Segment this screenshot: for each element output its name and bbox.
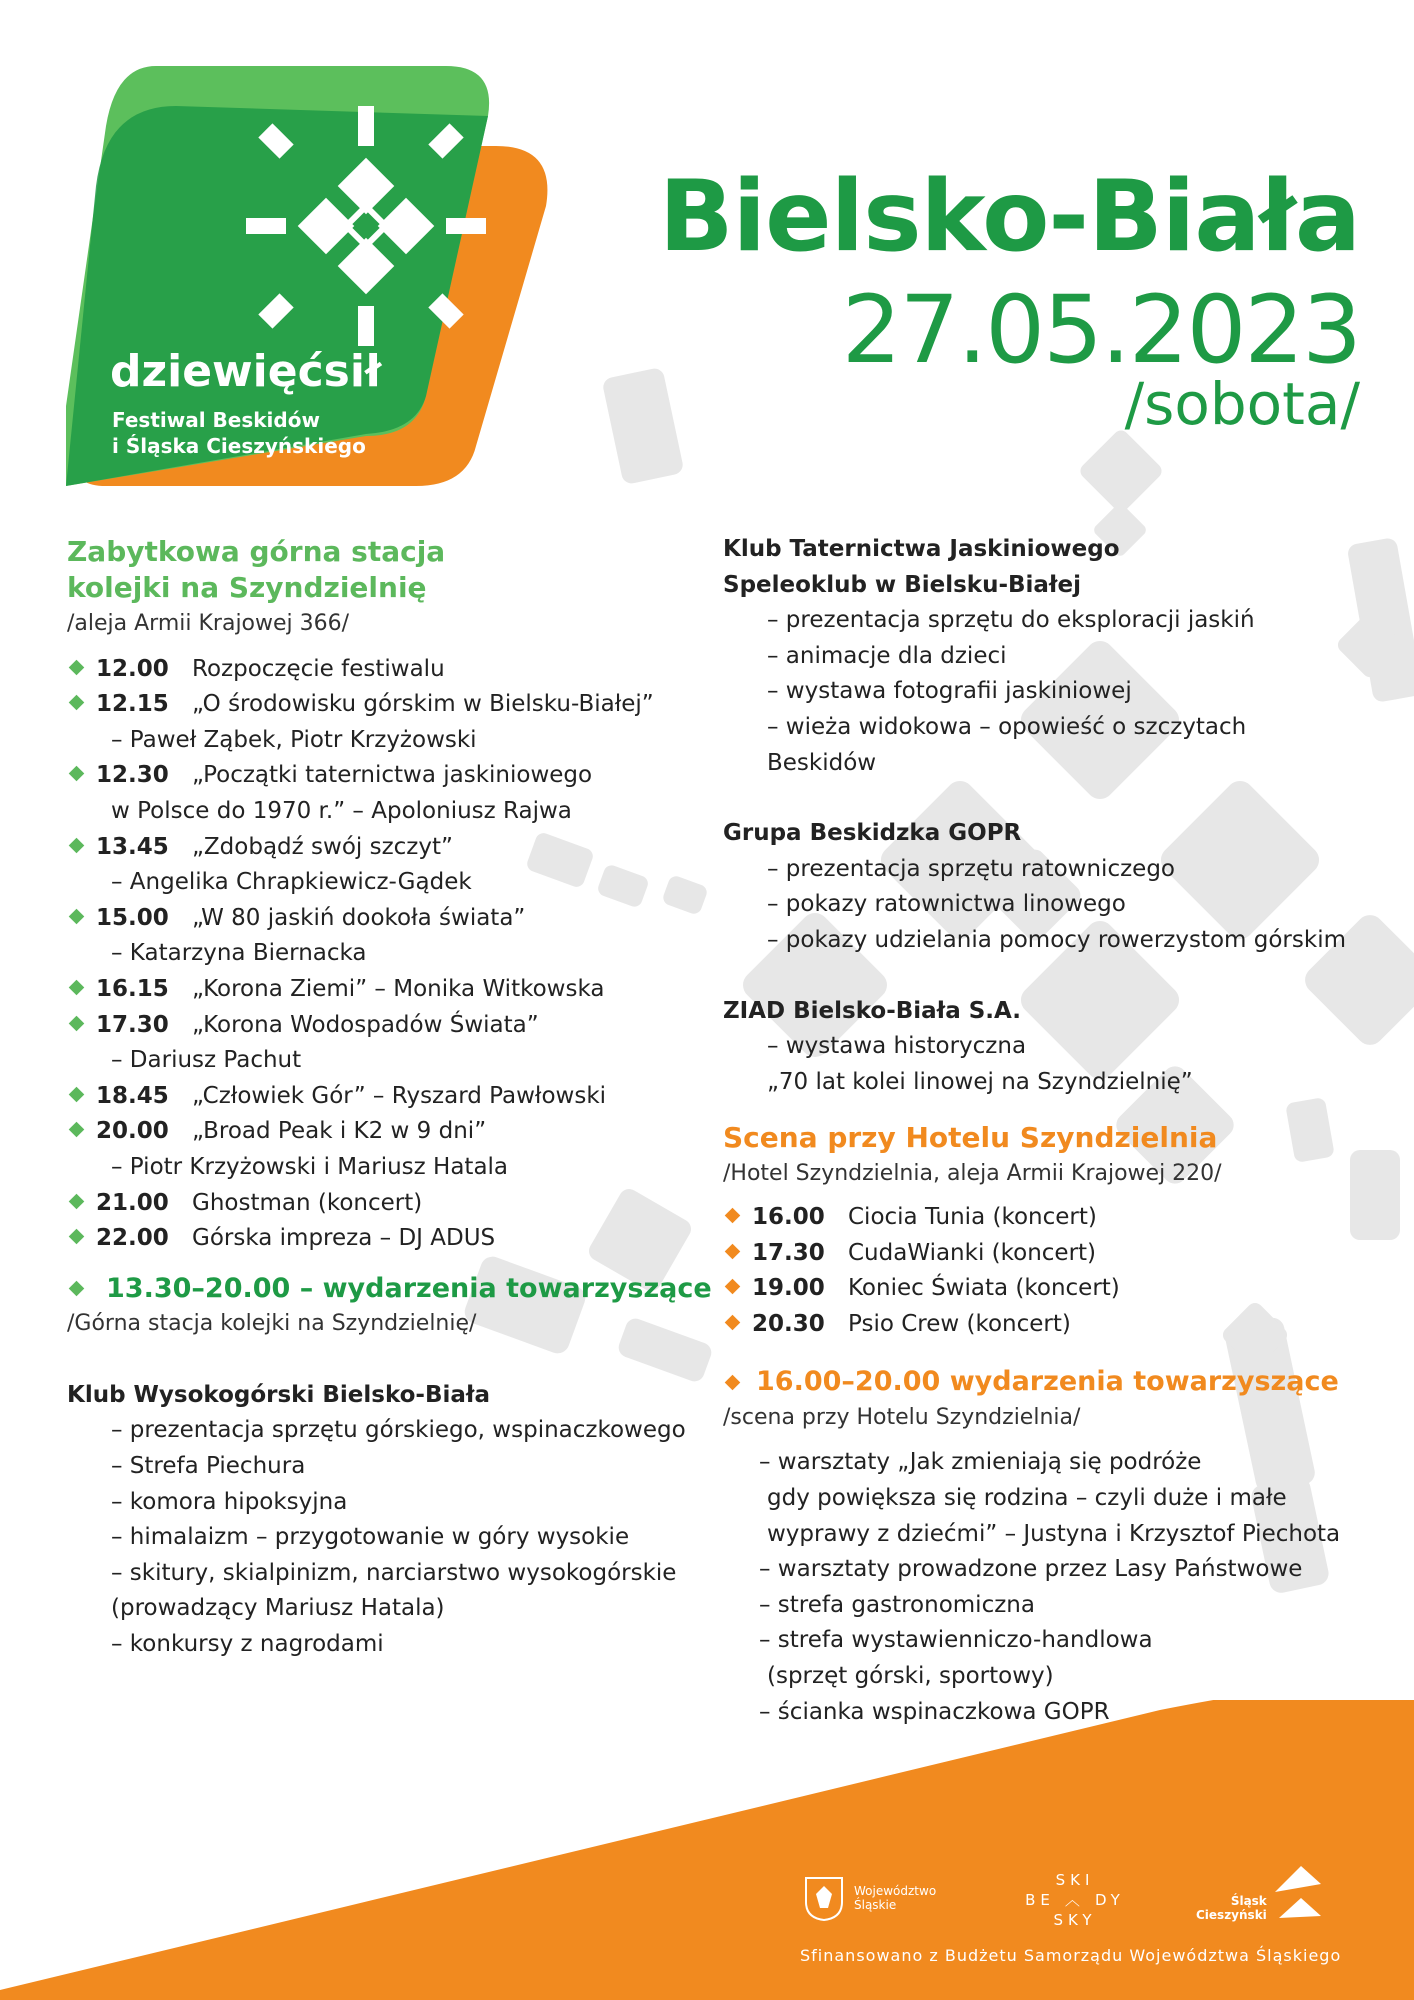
sponsor2-line2b: DY (1094, 1891, 1125, 1909)
bullet-icon (69, 659, 85, 675)
side-events-address: /Górna stacja kolejki na Szyndzielnię/ (67, 1311, 477, 1337)
bullet-icon (725, 1374, 741, 1390)
snowflake-icon (236, 96, 496, 356)
stage-events-address: /scena przy Hotelu Szyndzielnia/ (723, 1404, 1081, 1430)
logo-subtitle-1: Festiwal Beskidów (112, 408, 320, 432)
list-item: – wystawa historyczna (767, 1033, 1027, 1060)
bullet-icon (725, 1208, 741, 1224)
schedule-row: 18.45 „Człowiek Gór” – Ryszard Pawłowski (67, 1079, 707, 1115)
schedule-row: 20.00 „Broad Peak i K2 w 9 dni” (67, 1114, 707, 1150)
list-item: – animacje dla dzieci (767, 642, 1007, 669)
bullet-icon (725, 1279, 741, 1295)
mountain-logo-icon (1273, 1862, 1323, 1922)
schedule-row: 12.15 „O środowisku górskim w Bielsku-Białej” (67, 687, 707, 723)
list-item: – skitury, skialpinizm, narciarstwo wysokogórskie (111, 1559, 677, 1586)
list-item: – konkursy z nagrodami (111, 1631, 384, 1658)
schedule-row: 16.15 „Korona Ziemi” – Monika Witkowska (67, 972, 707, 1008)
org2-items (723, 852, 1373, 959)
city-title: Bielsko-Biała (658, 160, 1360, 274)
schedule-speaker: w Polsce do 1970 r.” – Apoloniusz Rajwa (111, 797, 572, 824)
bullet-icon (69, 837, 85, 853)
list-item: wyprawy z dziećmi” – Justyna i Krzysztof Piechota (767, 1520, 1341, 1547)
stage-events-title: 16.00–20.00 wydarzenia towarzyszące (723, 1364, 1373, 1400)
sponsor-slask-cieszynski (1196, 1862, 1323, 1922)
club-items (67, 1413, 707, 1662)
schedule-speaker: – Dariusz Pachut (111, 1047, 302, 1074)
bullet-icon (69, 980, 85, 996)
schedule-row: 22.00 Górska impreza – DJ ADUS (67, 1221, 707, 1257)
schedule-speaker: – Katarzyna Biernacka (111, 940, 367, 967)
sponsor-skibedysky (1010, 1870, 1140, 1930)
list-item: – strefa wystawienniczo-handlowa (759, 1627, 1153, 1654)
schedule-row: 17.30 „Korona Wodospadów Świata” (67, 1008, 707, 1044)
right-column (723, 532, 1373, 1730)
sponsor3-line2: Cieszyński (1196, 1908, 1267, 1922)
org3-name: ZIAD Bielsko-Biała S.A. (723, 997, 1022, 1024)
list-item: – Strefa Piechura (111, 1453, 306, 1480)
sponsor3-line1: Śląsk (1230, 1894, 1267, 1908)
schedule-speaker: – Paweł Ząbek, Piotr Krzyżowski (111, 726, 477, 753)
bullet-icon (725, 1243, 741, 1259)
bullet-icon (69, 1086, 85, 1102)
list-item: – warsztaty „Jak zmieniają się podróże (759, 1449, 1202, 1476)
club-name: Klub Wysokogórski Bielsko-Biała (67, 1381, 490, 1408)
schedule-row: 16.00 Ciocia Tunia (koncert) (723, 1200, 1373, 1236)
bullet-icon (69, 1015, 85, 1031)
funding-note: Sfinansowano z Budżetu Samorządu Województwa Śląskiego (800, 1946, 1342, 1965)
side-events-title: 13.30–20.00 – wydarzenia towarzyszące (67, 1271, 707, 1307)
bullet-icon (69, 695, 85, 711)
bullet-icon (69, 1193, 85, 1209)
list-item: – komora hipoksyjna (111, 1488, 348, 1515)
sponsor2-line3: SKY (1053, 1911, 1097, 1929)
eagle-crest-icon (802, 1874, 846, 1922)
list-item: „70 lat kolei linowej na Szyndzielnię” (767, 1068, 1193, 1095)
list-item: – prezentacja sprzętu górskiego, wspinaczkowego (111, 1417, 686, 1444)
bullet-icon (69, 1281, 85, 1297)
schedule-row: 17.30 CudaWianki (koncert) (723, 1236, 1373, 1272)
bullet-icon (69, 1229, 85, 1245)
schedule-row: 13.45 „Zdobądź swój szczyt” (67, 830, 707, 866)
org1-name-line2: Speleoklub w Bielsku-Białej (723, 571, 1081, 598)
org1-items (723, 603, 1373, 781)
event-day: /sobota/ (1124, 370, 1360, 438)
schedule-row: 12.00 Rozpoczęcie festiwalu (67, 652, 707, 688)
schedule-speaker: – Angelika Chrapkiewicz-Gądek (111, 869, 472, 896)
org2-name: Grupa Beskidzka GOPR (723, 820, 1022, 847)
list-item: – ścianka wspinaczkowa GOPR (759, 1698, 1110, 1725)
logo-name: dziewięćsił (110, 346, 382, 397)
venue-title-line1: Zabytkowa górna stacja (67, 535, 446, 568)
stage-events-items (723, 1445, 1373, 1730)
list-item: (sprzęt górski, sportowy) (767, 1663, 1054, 1690)
stage-title: Scena przy Hotelu Szyndzielnia (723, 1121, 1218, 1155)
sponsor2-line2a: BE (1025, 1891, 1055, 1909)
sponsor-wojewodztwo (802, 1874, 936, 1922)
list-item: – strefa gastronomiczna (759, 1591, 1035, 1618)
list-item: – pokazy ratownictwa linowego (767, 891, 1126, 918)
schedule-row: 21.00 Ghostman (koncert) (67, 1186, 707, 1222)
left-column (67, 534, 712, 1663)
stage-schedule (723, 1200, 1373, 1342)
list-item: – himalaizm – przygotowanie w góry wysokie (111, 1524, 630, 1551)
venue-title-line2: kolejki na Szyndzielnię (67, 571, 427, 604)
bullet-icon (725, 1314, 741, 1330)
list-item: – wieża widokowa – opowieść o szczytach (767, 713, 1247, 740)
list-item: – wystawa fotografii jaskiniowej (767, 678, 1132, 705)
festival-logo (66, 66, 556, 490)
schedule-row: 15.00 „W 80 jaskiń dookoła świata” (67, 901, 707, 937)
event-date: 27.05.2023 (841, 276, 1360, 385)
mountain-icon: ︿ (1064, 1891, 1085, 1909)
bullet-icon (69, 908, 85, 924)
bullet-icon (69, 1122, 85, 1138)
list-item: – prezentacja sprzętu ratowniczego (767, 855, 1175, 882)
list-item: (prowadzący Mariusz Hatala) (111, 1595, 445, 1622)
sponsor2-line1: SKI (1055, 1871, 1095, 1889)
schedule-row: 20.30 Psio Crew (koncert) (723, 1307, 1373, 1343)
schedule-speaker: – Piotr Krzyżowski i Mariusz Hatala (111, 1153, 509, 1180)
sponsor1-line2: Śląskie (854, 1898, 897, 1912)
bullet-icon (69, 766, 85, 782)
list-item: – pokazy udzielania pomocy rowerzystom górskim (767, 926, 1346, 953)
org3-items (723, 1029, 1373, 1100)
list-item: – prezentacja sprzętu do eksploracji jaskiń (767, 607, 1255, 634)
sponsor1-line1: Województwo (854, 1884, 937, 1898)
org1-name-line1: Klub Taternictwa Jaskiniowego (723, 536, 1120, 562)
logo-subtitle-2: i Śląska Cieszyńskiego (112, 434, 366, 458)
schedule-row: 12.30 „Początki taternictwa jaskiniowego (67, 758, 707, 794)
list-item: gdy powiększa się rodzina – czyli duże i małe (767, 1485, 1287, 1512)
stage-address: /Hotel Szyndzielnia, aleja Armii Krajowej 220/ (723, 1161, 1222, 1187)
list-item: – warsztaty prowadzone przez Lasy Państwowe (759, 1556, 1303, 1583)
list-item: Beskidów (767, 749, 877, 776)
venue-address: /aleja Armii Krajowej 366/ (67, 611, 350, 636)
main-schedule (67, 652, 707, 1257)
schedule-row: 19.00 Koniec Świata (koncert) (723, 1271, 1373, 1307)
